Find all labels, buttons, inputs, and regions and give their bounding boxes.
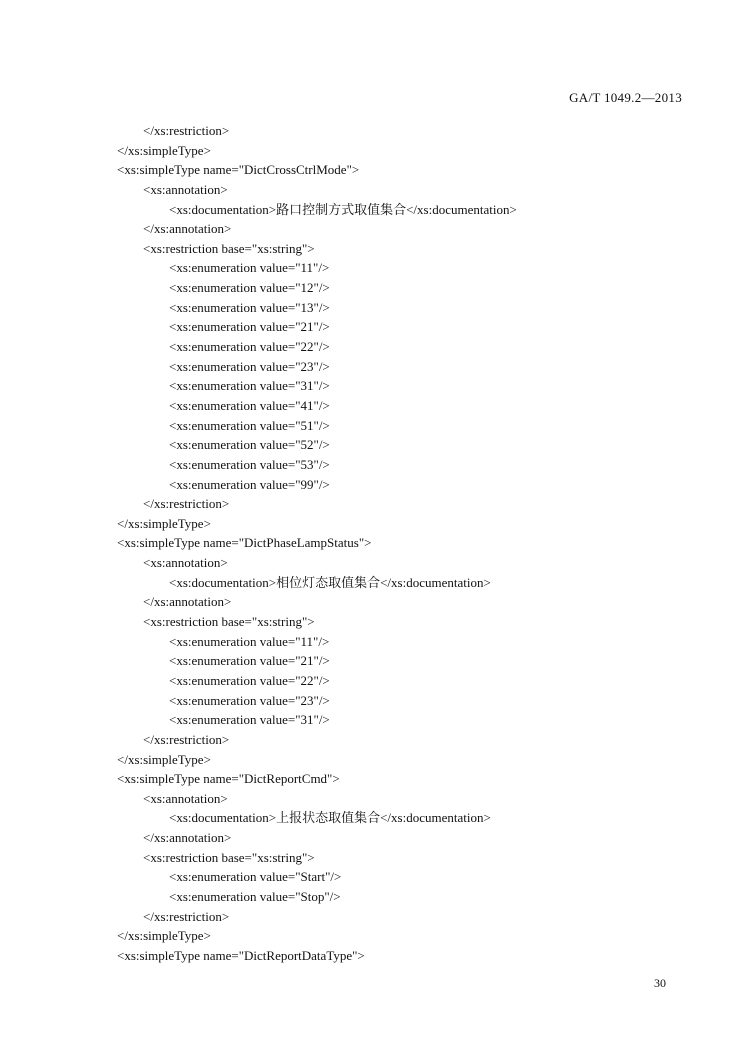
code-line: <xs:documentation>路口控制方式取值集合</xs:documentation> bbox=[169, 201, 517, 217]
code-line: </xs:simpleType> bbox=[117, 928, 211, 944]
code-line: <xs:enumeration value="31"/> bbox=[169, 712, 330, 728]
code-line: </xs:annotation> bbox=[143, 830, 232, 846]
code-line: <xs:enumeration value="53"/> bbox=[169, 456, 330, 472]
code-line: <xs:enumeration value="23"/> bbox=[169, 692, 330, 708]
code-line: <xs:enumeration value="Start"/> bbox=[169, 869, 342, 885]
code-line: <xs:simpleType name="DictReportCmd"> bbox=[117, 771, 340, 787]
code-line: <xs:annotation> bbox=[143, 181, 228, 197]
code-line: <xs:enumeration value="22"/> bbox=[169, 672, 330, 688]
code-line: <xs:annotation> bbox=[143, 555, 228, 571]
code-line: <xs:simpleType name="DictPhaseLampStatus"> bbox=[117, 535, 372, 551]
code-line: <xs:enumeration value="11"/> bbox=[169, 260, 330, 276]
code-line: <xs:restriction base="xs:string"> bbox=[143, 614, 315, 630]
code-line: <xs:enumeration value="11"/> bbox=[169, 633, 330, 649]
code-line: <xs:documentation>上报状态取值集合</xs:documentation> bbox=[169, 810, 491, 826]
code-line: <xs:enumeration value="31"/> bbox=[169, 378, 330, 394]
code-line: <xs:restriction base="xs:string"> bbox=[143, 240, 315, 256]
code-line: </xs:restriction> bbox=[143, 731, 230, 747]
code-line: </xs:annotation> bbox=[143, 594, 232, 610]
code-line: <xs:annotation> bbox=[143, 790, 228, 806]
code-line: </xs:simpleType> bbox=[117, 142, 211, 158]
code-line: <xs:enumeration value="52"/> bbox=[169, 437, 330, 453]
code-line: </xs:annotation> bbox=[143, 221, 232, 237]
code-line: <xs:enumeration value="51"/> bbox=[169, 417, 330, 433]
standard-code-header: GA/T 1049.2—2013 bbox=[569, 90, 682, 105]
xml-code-block bbox=[117, 121, 677, 966]
code-line: <xs:enumeration value="Stop"/> bbox=[169, 888, 341, 904]
code-line: <xs:simpleType name="DictReportDataType"> bbox=[117, 947, 365, 963]
code-line: <xs:enumeration value="22"/> bbox=[169, 339, 330, 355]
code-line: <xs:enumeration value="21"/> bbox=[169, 653, 330, 669]
code-line: </xs:restriction> bbox=[143, 908, 230, 924]
code-line: <xs:enumeration value="12"/> bbox=[169, 280, 330, 296]
code-line: <xs:enumeration value="23"/> bbox=[169, 358, 330, 374]
code-line: <xs:enumeration value="21"/> bbox=[169, 319, 330, 335]
code-line: </xs:restriction> bbox=[143, 123, 230, 138]
code-line: <xs:documentation>相位灯态取值集合</xs:documentation> bbox=[169, 574, 491, 590]
code-line: </xs:restriction> bbox=[143, 496, 230, 512]
code-line: <xs:simpleType name="DictCrossCtrlMode"> bbox=[117, 162, 360, 178]
code-line: <xs:enumeration value="13"/> bbox=[169, 299, 330, 315]
code-line: <xs:enumeration value="99"/> bbox=[169, 476, 330, 492]
code-line: </xs:simpleType> bbox=[117, 515, 211, 531]
code-line: </xs:simpleType> bbox=[117, 751, 211, 767]
code-line: <xs:enumeration value="41"/> bbox=[169, 397, 330, 413]
page-number: 30 bbox=[654, 976, 666, 990]
code-line: <xs:restriction base="xs:string"> bbox=[143, 849, 315, 865]
